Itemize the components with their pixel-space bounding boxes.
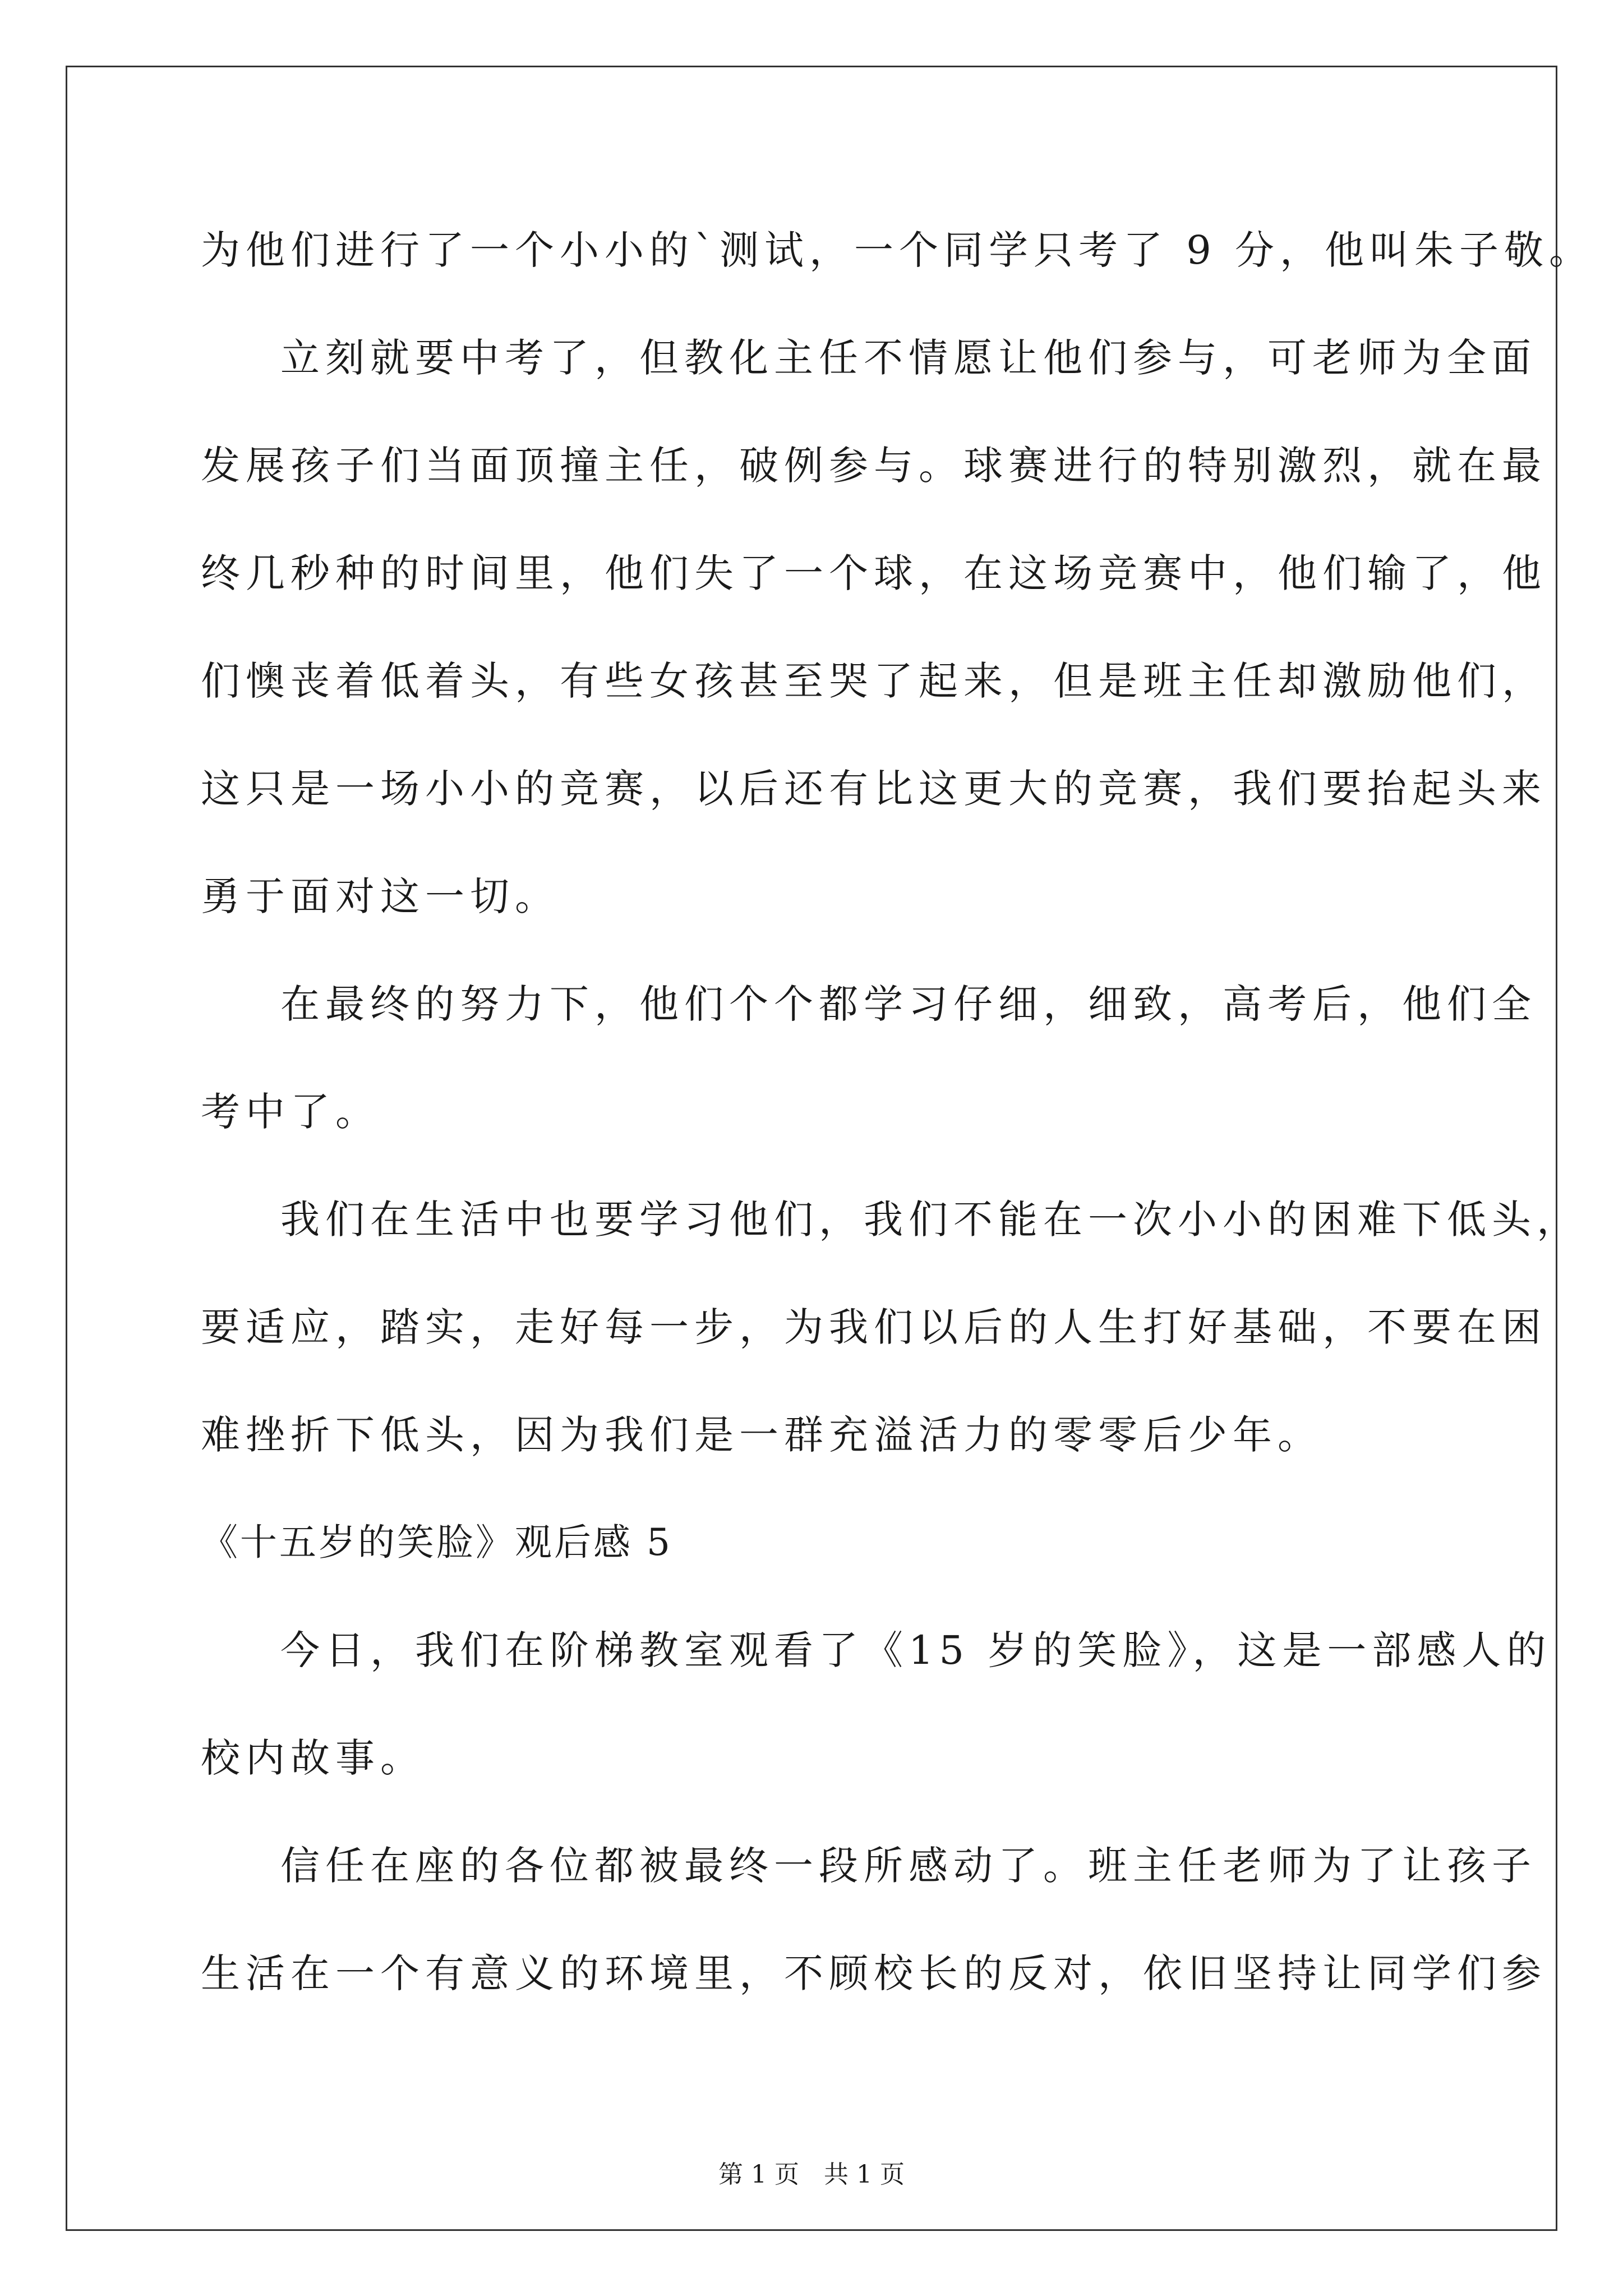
text-line-12: 难挫折下低头，因为我们是一群充溢活力的零零后少年。: [201, 1412, 1322, 1458]
text-line-16: 信任在座的各位都被最终一段所感动了。班主任老师为了让孩子: [280, 1843, 1537, 1889]
text-line-4: 终几秒种的时间里，他们失了一个球，在这场竞赛中，他们输了，他: [201, 550, 1547, 596]
text-line-2: 立刻就要中考了，但教化主任不情愿让他们参与，可老师为全面: [280, 335, 1537, 381]
text-line-11: 要适应，踏实，走好每一步，为我们以后的人生打好基础，不要在困: [201, 1304, 1547, 1350]
section-heading: 《十五岁的笑脸》观后感 5: [201, 1521, 672, 1564]
text-line-17: 生活在一个有意义的环境里，不顾校长的反对，依旧坚持让同学们参: [201, 1950, 1547, 1996]
text-line-8: 在最终的努力下，他们个个都学习仔细，细致，高考后，他们全: [280, 981, 1537, 1027]
text-line-14: 今日，我们在阶梯教室观看了《15 岁的笑脸》，这是一部感人的: [280, 1627, 1552, 1673]
text-line-9: 考中了。: [201, 1089, 380, 1135]
text-line-7: 勇于面对这一切。: [201, 873, 560, 919]
text-line-10: 我们在生活中也要学习他们，我们不能在一次小小的困难下低头，: [280, 1197, 1581, 1243]
text-line-5: 们懊丧着低着头，有些女孩甚至哭了起来，但是班主任却激励他们，: [201, 658, 1547, 704]
text-line-15: 校内故事。: [201, 1735, 425, 1781]
text-line-3: 发展孩子们当面顶撞主任，破例参与。球赛进行的特别激烈，就在最: [201, 443, 1547, 489]
text-line-1: 为他们进行了一个小小的`测试，一个同学只考了 9 分，他叫朱子敬。: [201, 227, 1594, 273]
document-body: [201, 196, 1594, 2027]
text-line-6: 这只是一场小小的竞赛，以后还有比这更大的竞赛，我们要抬起头来: [201, 766, 1547, 812]
page-number-footer: 第 1 页 共 1 页: [718, 2160, 905, 2189]
